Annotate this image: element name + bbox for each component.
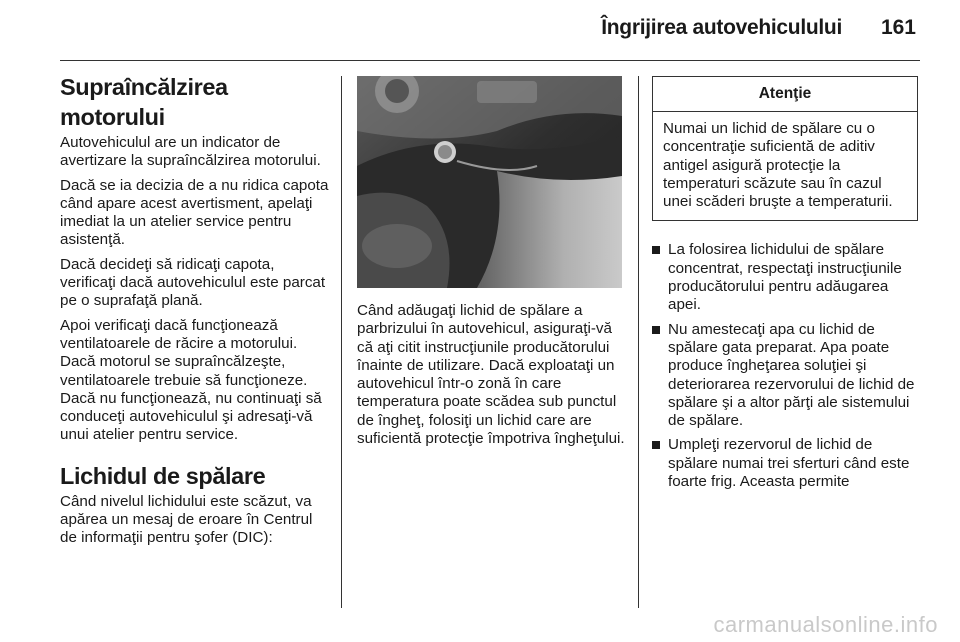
header-rule bbox=[60, 60, 920, 61]
warning-text: Numai un lichid de spălare cu o concentraţie suficientă de aditiv antigel asigură protecţie la temperaturi scăzute sau în cazul unei scăderi bruşte a temperaturii. bbox=[663, 120, 893, 211]
list-item bbox=[652, 436, 918, 491]
photo-caption: Când adăugaţi lichid de spălare a parbrizului în autovehicul, asiguraţi-vă că aţi citit instrucţiunile producătorului înainte de utilizare. Dacă exploataţi un autovehicul într-o zonă în care temperatura poate scădea sub punctul de îngheţ, folosiţi un lichid care are suficientă protecţie împotriva îngheţului. bbox=[357, 302, 625, 448]
paragraph: Când nivelul lichidului este scăzut, va apărea un mesaj de eroare în Centrul de informaţii pentru şofer (DIC): bbox=[60, 492, 313, 547]
bullet-square-icon bbox=[652, 246, 660, 254]
engine-bay-washer-cap-photo-icon bbox=[357, 76, 622, 288]
list-item-text: La folosirea lichidului de spălare concentrat, respectaţi instrucţiunile producătorului pentru adăugarea apei. bbox=[668, 241, 902, 314]
paragraph: Dacă decideţi să ridicaţi capota, verificaţi dacă autovehiculul este parcat pe o suprafaţă plană. bbox=[60, 255, 326, 310]
warning-title: Atenţie bbox=[653, 77, 917, 112]
list-item bbox=[652, 241, 918, 314]
middle-column bbox=[357, 72, 625, 454]
section-title-overheating: Supraîncălzirea motorului bbox=[60, 74, 228, 130]
watermark: carmanualsonline.info bbox=[713, 612, 938, 637]
column-divider-left bbox=[341, 76, 342, 608]
paragraph: Autovehiculul are un indicator de avertizare la supraîncălzirea motorului. bbox=[60, 134, 321, 170]
column-divider-right bbox=[638, 76, 639, 608]
list-item bbox=[652, 321, 918, 431]
left-column bbox=[60, 72, 332, 554]
bullet-list bbox=[652, 241, 918, 491]
header-title: Îngrijirea autovehiculului bbox=[601, 16, 842, 39]
list-item-text: Nu amestecaţi apa cu lichid de spălare gata preparat. Apa poate produce îngheţarea soluţiei şi deteriorarea rezervorului de lichid de spălare şi a altor părţi ale sistemului de spălare. bbox=[668, 320, 915, 430]
bullet-square-icon bbox=[652, 441, 660, 449]
page-number: 161 bbox=[880, 16, 916, 39]
list-item-text: Umpleţi rezervorul de lichid de spălare numai trei sferturi când este foarte frig. Aceasta permite bbox=[668, 436, 910, 491]
paragraph: Dacă se ia decizia de a nu ridica capota când apare acest avertisment, apelaţi imediat la un atelier service pentru asistenţă. bbox=[60, 176, 329, 249]
warning-box bbox=[652, 76, 918, 221]
paragraph: Apoi verificaţi dacă funcţionează ventilatoarele de răcire a motorului. Dacă motorul se supraîncălzeşte, ventilatoarele trebuie să funcţioneze. Dacă nu funcţionează, nu continuaţi să conduceţi autovehiculul şi adresaţi-vă unui atelier pentru service. bbox=[60, 316, 322, 444]
right-column bbox=[652, 72, 918, 497]
section-title-washer-fluid: Lichidul de spălare bbox=[60, 462, 266, 489]
engine-bay-photo bbox=[357, 76, 622, 288]
bullet-square-icon bbox=[652, 326, 660, 334]
